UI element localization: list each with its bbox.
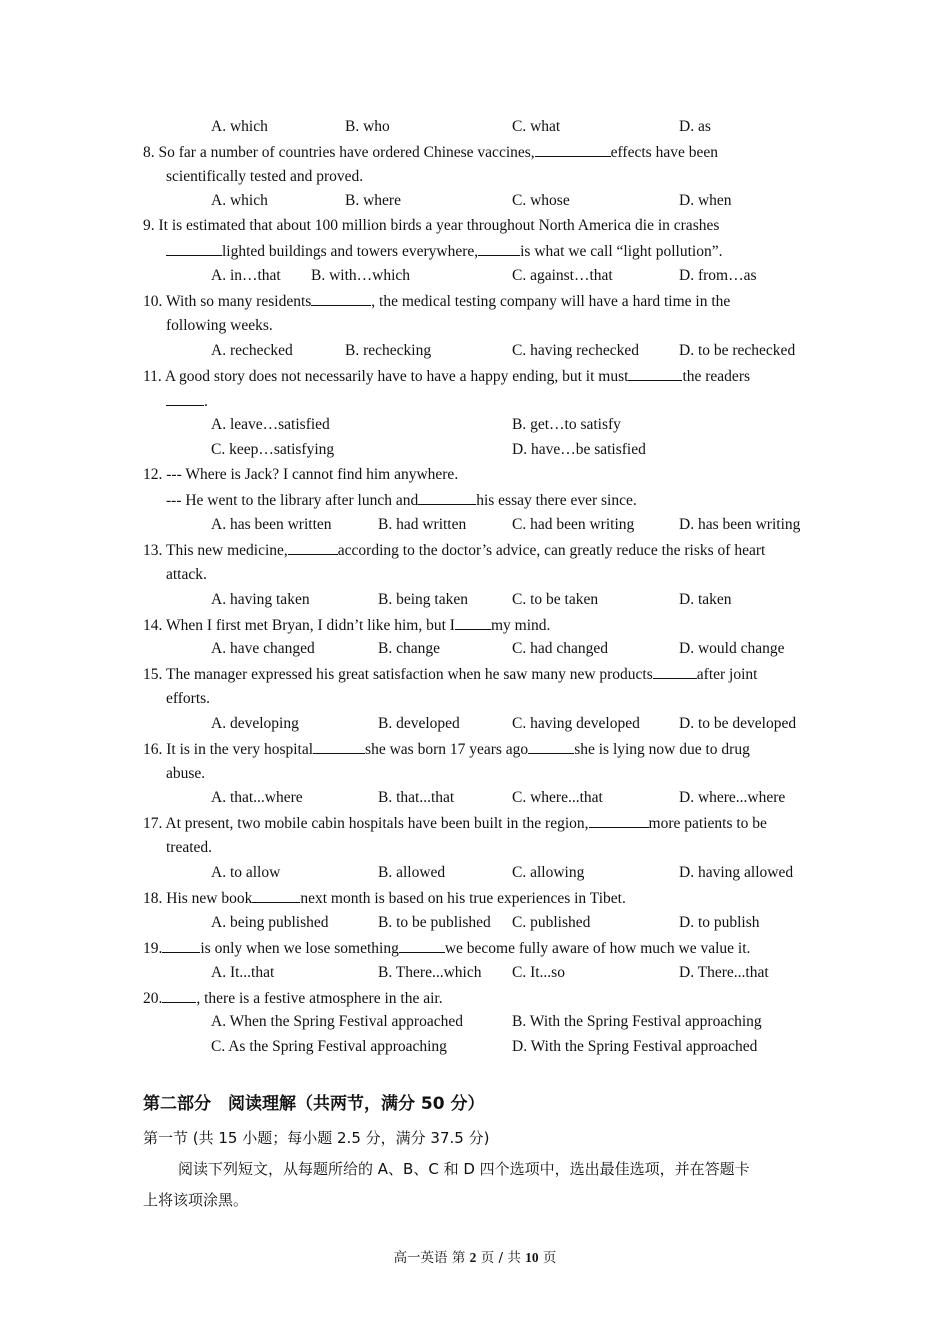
- option-b: B. that...that: [378, 789, 455, 806]
- instruction-line-1: 阅读下列短文，从每题所给的 A、B、C 和 D 四个选项中，选出最佳选项，并在答题卡: [178, 1160, 750, 1178]
- option-b: B. developed: [378, 715, 460, 732]
- answer-blank: [399, 938, 445, 953]
- answer-blank: [166, 241, 222, 256]
- answer-blank: [162, 938, 200, 953]
- answer-blank: [535, 142, 611, 157]
- question-stem: 16. It is in the very hospital she was born 17 years ago she is lying now due to drug: [143, 741, 750, 758]
- question-stem-continued: abuse.: [166, 765, 206, 782]
- answer-blank: [528, 739, 574, 754]
- answer-blank: [288, 540, 338, 555]
- part-2-title: 第二部分 阅读理解（共两节，满分 50 分）: [143, 1094, 485, 1114]
- option-c: C. It...so: [512, 964, 565, 981]
- option-c: C. allowing: [512, 864, 585, 881]
- question-stem-continued: .: [166, 391, 208, 412]
- option-c: C. As the Spring Festival approaching: [211, 1038, 447, 1055]
- option-b: B. get…to satisfy: [512, 416, 621, 433]
- option-d: D. to be rechecked: [679, 342, 796, 359]
- option-b: B. There...which: [378, 964, 482, 981]
- option-b: B. change: [378, 640, 440, 657]
- option-a: A. to allow: [211, 864, 281, 881]
- answer-blank: [478, 241, 520, 256]
- option-c: C. keep…satisfying: [211, 441, 335, 458]
- option-c: C. published: [512, 914, 591, 931]
- option-b: B. who: [345, 118, 390, 135]
- option-d: D. to be developed: [679, 715, 797, 732]
- option-a: A. It...that: [211, 964, 275, 981]
- question-stem: 10. With so many residents , the medical testing company will have a hard time in the: [143, 293, 731, 310]
- option-a: A. that...where: [211, 789, 303, 806]
- question-stem-continued: scientifically tested and proved.: [166, 168, 364, 185]
- option-d: D. from…as: [679, 267, 757, 284]
- option-c: C. what: [512, 118, 561, 135]
- answer-blank: [589, 813, 649, 828]
- answer-blank: [455, 615, 491, 630]
- option-a: A. being published: [211, 914, 329, 931]
- option-d: D. where...where: [679, 789, 786, 806]
- option-d: D. have…be satisfied: [512, 441, 646, 458]
- option-b: B. rechecking: [345, 342, 432, 359]
- question-stem: 13. This new medicine, according to the doctor’s advice, can greatly reduce the risks of heart: [143, 542, 766, 559]
- option-a: A. which: [211, 192, 268, 209]
- option-b: B. with…which: [311, 267, 411, 284]
- option-a: A. leave…satisfied: [211, 416, 330, 433]
- option-b: B. allowed: [378, 864, 446, 881]
- question-stem: 15. The manager expressed his great satisfaction when he saw many new products after joint: [143, 666, 758, 683]
- option-d: D. has been writing: [679, 516, 801, 533]
- page-footer: 高一英语 第 2 页 / 共 10 页: [393, 1250, 557, 1266]
- question-stem: 20. , there is a festive atmosphere in the air.: [143, 990, 443, 1007]
- answer-blank: [313, 739, 365, 754]
- option-b: B. With the Spring Festival approaching: [512, 1013, 762, 1030]
- option-d: D. With the Spring Festival approached: [512, 1038, 758, 1055]
- answer-blank: [311, 291, 371, 306]
- answer-blank: [653, 664, 697, 679]
- option-d: D. to publish: [679, 914, 760, 931]
- option-c: C. to be taken: [512, 591, 599, 608]
- section-1-heading: 第一节 (共 15 小题；每小题 2.5 分，满分 37.5 分): [143, 1129, 490, 1147]
- question-stem-continued: lighted buildings and towers everywhere, is what we call “light pollution”.: [166, 241, 722, 262]
- instruction-line-2: 上将该项涂黑。: [143, 1191, 249, 1209]
- option-b: B. being taken: [378, 591, 468, 608]
- option-d: D. having allowed: [679, 864, 794, 881]
- total-pages: 10: [525, 1250, 539, 1265]
- option-a: A. in…that: [211, 267, 281, 284]
- option-a: A. has been written: [211, 516, 332, 533]
- question-stem-continued: --- He went to the library after lunch and his essay there ever since.: [166, 492, 637, 509]
- option-c: C. against…that: [512, 267, 613, 284]
- answer-blank: [418, 490, 476, 505]
- answer-blank: [628, 366, 682, 381]
- option-b: B. had written: [378, 516, 467, 533]
- option-d: D. There...that: [679, 964, 769, 981]
- option-d: D. would change: [679, 640, 785, 657]
- question-stem: 8. So far a number of countries have ordered Chinese vaccines, effects have been: [143, 144, 718, 161]
- option-c: C. having rechecked: [512, 342, 639, 359]
- question-stem: 17. At present, two mobile cabin hospitals have been built in the region, more patients to be: [143, 815, 767, 832]
- option-d: D. taken: [679, 591, 732, 608]
- option-d: D. as: [679, 118, 711, 135]
- question-stem: 11. A good story does not necessarily have to have a happy ending, but it must the readers: [143, 368, 751, 385]
- option-a: A. rechecked: [211, 342, 293, 359]
- option-b: B. where: [345, 192, 401, 209]
- option-a: A. having taken: [211, 591, 310, 608]
- question-stem: 14. When I first met Bryan, I didn’t like him, but I my mind.: [143, 617, 551, 634]
- option-b: B. to be published: [378, 914, 491, 931]
- option-c: C. having developed: [512, 715, 640, 732]
- option-a: A. When the Spring Festival approached: [211, 1013, 463, 1030]
- question-stem-continued: following weeks.: [166, 317, 273, 334]
- answer-blank: [252, 888, 300, 903]
- question-stem: 19. is only when we lose something we become fully aware of how much we value it.: [143, 940, 751, 957]
- option-a: A. which: [211, 118, 268, 135]
- option-c: C. where...that: [512, 789, 603, 806]
- answer-blank: [162, 988, 196, 1003]
- question-stem-continued: efforts.: [166, 690, 211, 707]
- question-stem: 12. --- Where is Jack? I cannot find him anywhere.: [143, 466, 459, 483]
- question-stem: 9. It is estimated that about 100 million birds a year throughout North America die in crashes: [143, 217, 720, 234]
- option-c: C. had been writing: [512, 516, 635, 533]
- current-page-number: 2: [469, 1250, 477, 1265]
- option-a: A. have changed: [211, 640, 315, 657]
- option-d: D. when: [679, 192, 732, 209]
- question-stem: 18. His new book next month is based on his true experiences in Tibet.: [143, 890, 626, 907]
- option-a: A. developing: [211, 715, 299, 732]
- option-c: C. whose: [512, 192, 570, 209]
- option-c: C. had changed: [512, 640, 608, 657]
- question-stem-continued: treated.: [166, 839, 213, 856]
- answer-blank: [166, 391, 204, 406]
- question-stem-continued: attack.: [166, 566, 207, 583]
